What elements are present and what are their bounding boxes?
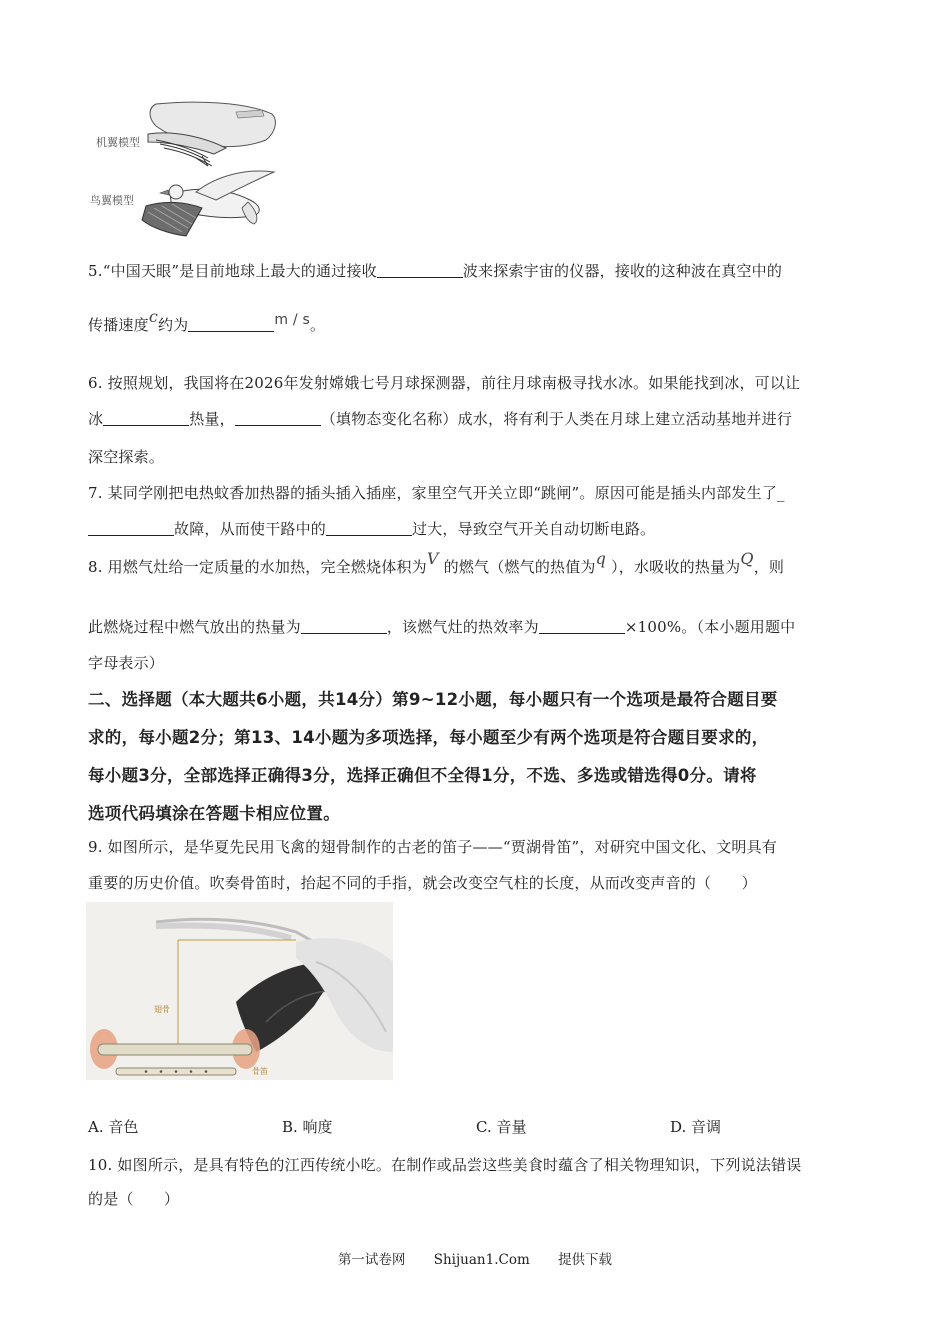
q5-text-c: 传播速度 (88, 316, 149, 334)
q8-text-f: ，该燃气灶的热效率为 (386, 618, 539, 636)
q8-text-d: ，则 (753, 558, 785, 576)
question-10-line-1: 10. 如图所示，是具有特色的江西传统小吃。在制作或品尝这些美食时蕴含了相关物理知识，下列说法错误 (88, 1156, 802, 1174)
wing-bone-label: 翅骨 (154, 1005, 170, 1014)
wing-model-figure (86, 96, 281, 238)
question-7-line-2 (88, 518, 655, 539)
footer-text: 提供下载 (558, 1252, 613, 1268)
q6-blank-1[interactable] (103, 411, 189, 426)
q8-text-c: ），水吸收的热量为 (611, 558, 741, 576)
question-8-line-1 (88, 549, 785, 577)
q5-text-d: 约为 (157, 316, 189, 334)
q5-text-a: 5.“中国天眼”是目前地球上最大的通过接收 (88, 262, 377, 280)
question-9-line-2: 重要的历史价值。吹奏骨笛时，抬起不同的手指，就会改变空气柱的长度，从而改变声音的（ ） (88, 874, 757, 892)
footer-domain[interactable]: Shijuan1.Com (433, 1252, 530, 1268)
question-6-line-3: 深空探索。 (88, 448, 165, 466)
bone-flute-drawing (86, 902, 393, 1080)
section-2-heading-line-4: 选项代码填涂在答题卡相应位置。 (88, 804, 340, 823)
question-6-line-2 (88, 408, 792, 429)
q8-text-a: 8. 用燃气灶给一定质量的水加热，完全燃烧体积为 (88, 558, 427, 576)
q8-blank-2[interactable] (539, 619, 625, 634)
wing-model-drawing (86, 96, 281, 238)
footer-site: 第一试卷网 (337, 1252, 406, 1268)
unit-mps: m / s (274, 312, 310, 328)
q7-text-a: 故障，从而使干路中的 (174, 520, 327, 538)
q5-blank-2[interactable] (188, 317, 274, 332)
section-2-heading-line-2: 求的，每小题2分；第13、14小题为多项选择，每小题至少有两个选项是符合题目要求的， (88, 728, 769, 747)
question-7-line-1: 7. 某同学刚把电热蚊香加热器的插头插入插座，家里空气开关立即“跳闸”。原因可能是插头内部发生了_ (88, 484, 785, 502)
q9-option-a[interactable]: A. 音色 (88, 1118, 139, 1136)
q6-text-a: 冰 (88, 410, 104, 428)
q8-text-b: 的燃气（燃气的热值为 (443, 558, 596, 576)
q6-text-c: （填物态变化名称）成水，将有利于人类在月球上建立活动基地并进行 (320, 410, 793, 428)
plane-wing-label: 机翼模型 (96, 136, 140, 149)
question-8-line-3: 字母表示） (88, 654, 165, 672)
question-10-line-2: 的是（ ） (88, 1190, 180, 1208)
q5-text-b: 波来探索宇宙的仪器，接收的这种波在真空中的 (462, 262, 783, 280)
section-2-heading-line-3: 每小题3分，全部选择正确得3分，选择正确但不全得1分，不选、多选或错选得0分。请将 (88, 766, 757, 785)
q6-blank-2[interactable] (235, 411, 321, 426)
q7-blank-1[interactable] (88, 521, 174, 536)
q7-text-b: 过大，导致空气开关自动切断电路。 (412, 520, 656, 538)
var-Q: Q (740, 549, 754, 568)
question-5-line-2 (88, 307, 326, 335)
question-5-line-1 (88, 260, 782, 281)
q7-blank-2[interactable] (326, 521, 412, 536)
q5-text-e: 。 (309, 316, 326, 334)
q8-text-g: ×100%。（本小题用题中 (624, 618, 796, 636)
page-footer (0, 1248, 950, 1268)
question-6-line-1: 6. 按照规划，我国将在2026年发射嫦娥七号月球探测器，前往月球南极寻找水冰。如果能找到冰，可以让 (88, 374, 801, 392)
q9-option-d[interactable]: D. 音调 (670, 1118, 722, 1136)
q8-blank-1[interactable] (301, 619, 387, 634)
var-v: V (426, 549, 439, 568)
section-2-heading-line-1: 二、选择题（本大题共6小题，共14分）第9~12小题，每小题只有一个选项是最符合题目要 (88, 690, 778, 709)
var-c: c (148, 307, 158, 326)
bird-wing-label: 鸟翼模型 (90, 194, 134, 207)
q6-text-b: 热量， (189, 410, 235, 428)
bone-flute-figure (86, 902, 393, 1080)
q9-option-c[interactable]: C. 音量 (476, 1118, 527, 1136)
bone-flute-label: 骨笛 (252, 1067, 268, 1076)
q9-option-b[interactable]: B. 响度 (282, 1118, 333, 1136)
question-9-line-1: 9. 如图所示，是华夏先民用飞禽的翅骨制作的古老的笛子——“贾湖骨笛”，对研究中国文化、文明具有 (88, 838, 778, 856)
question-8-line-2 (88, 616, 795, 637)
var-q: q (595, 549, 607, 568)
q8-text-e: 此燃烧过程中燃气放出的热量为 (88, 618, 301, 636)
q5-blank-1[interactable] (377, 263, 463, 278)
